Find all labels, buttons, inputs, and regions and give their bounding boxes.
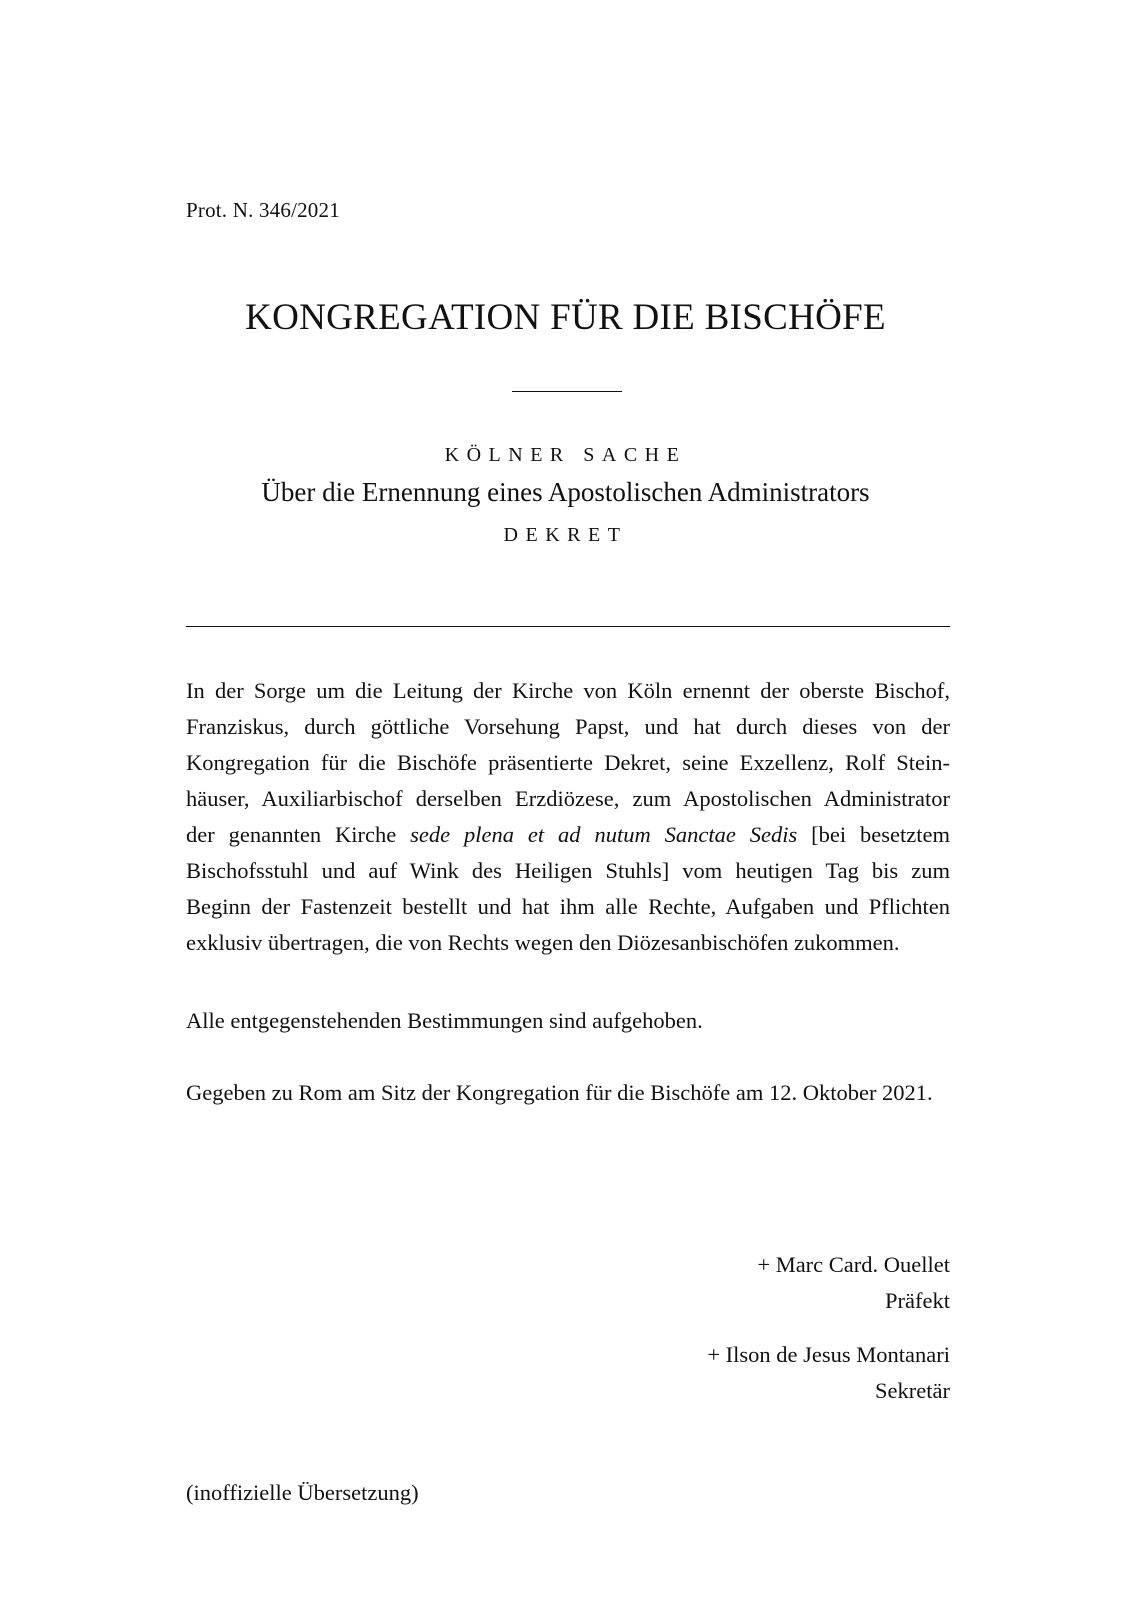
document-type: DEKRET	[503, 524, 628, 546]
paragraph-line: häuser, Auxiliarbischof derselben Erzdiözese, zum Apostolischen Administrator	[186, 786, 950, 811]
paragraph-line: Bischofsstuhl und auf Wink des Heiligen Stuhls] vom heutigen Tag bis zum	[186, 858, 950, 883]
paragraph-line: exklusiv übertragen, die von Rechts wegen den Diözesanbischöfen zukommen.	[186, 930, 900, 955]
section-divider	[186, 626, 950, 627]
line-text: [bei besetztem	[811, 822, 950, 847]
paragraph-line: Beginn der Fastenzeit bestellt und hat ihm alle Rechte, Aufgaben und Pflichten	[186, 894, 950, 919]
latin-phrase: sede plena et ad nutum Sanctae Sedis	[410, 822, 798, 847]
decree-paragraph	[186, 673, 950, 961]
document-subtitle: Über die Ernennung eines Apostolischen Administrators	[261, 477, 870, 507]
repeal-clause: Alle entgegenstehenden Bestimmungen sind aufgehoben.	[186, 1008, 703, 1033]
signatory-name: + Marc Card. Ouellet	[757, 1252, 950, 1277]
title-divider	[512, 391, 622, 392]
signature-block-prefect	[186, 1247, 950, 1319]
protocol-number: Prot. N. 346/2021	[186, 198, 340, 222]
signature-block-secretary	[186, 1337, 950, 1409]
paragraph-line	[186, 817, 950, 853]
signatory-name: + Ilson de Jesus Montanari	[707, 1342, 950, 1367]
translation-note: (inoffizielle Übersetzung)	[186, 1480, 419, 1505]
line-text: der genannten Kirche	[186, 822, 397, 847]
paragraph-line: Franziskus, durch göttliche Vorsehung Papst, und hat durch dieses von der	[186, 714, 950, 739]
signatory-role: Sekretär	[875, 1378, 950, 1403]
paragraph-line: In der Sorge um die Leitung der Kirche von Köln ernennt der oberste Bischof,	[186, 678, 950, 703]
date-place-clause: Gegeben zu Rom am Sitz der Kongregation für die Bischöfe am 12. Oktober 2021.	[186, 1080, 933, 1105]
paragraph-line: Kongregation für die Bischöfe präsentierte Dekret, seine Exzellenz, Rolf Stein-	[186, 750, 950, 775]
signatory-role: Präfekt	[885, 1288, 950, 1313]
case-heading: KÖLNER SACHE	[444, 444, 687, 466]
document-title: KONGREGATION FÜR DIE BISCHÖFE	[245, 297, 886, 338]
